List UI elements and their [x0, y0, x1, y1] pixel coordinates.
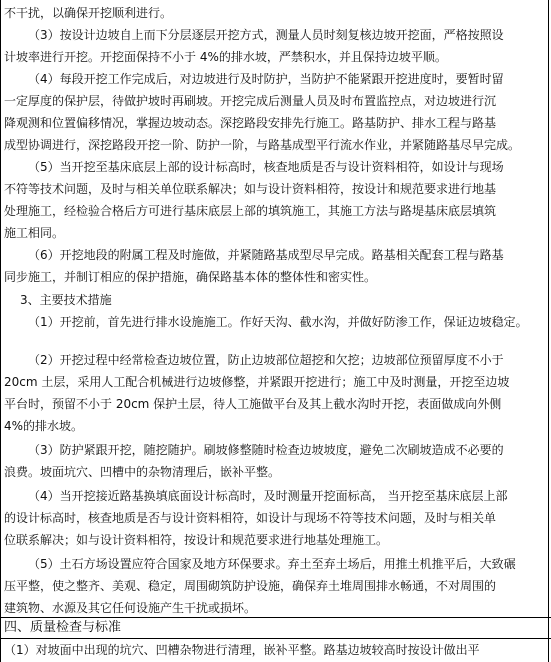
text-line: （4）每段开挖工作完成后，对边坡进行及时防护，当防护不能紧跟开挖进度时，要暂时留: [28, 72, 504, 86]
text-line: 不干扰，以确保开挖顺利进行。: [4, 6, 173, 20]
text-line: 降观测和位置偏移情况，掌握边坡动态。深挖路段安排先行施工。路基防护、排水工程与路基: [4, 116, 497, 130]
text-line: 4%的排水坡。: [4, 419, 84, 433]
text-line: （2）开挖过程中经常检查边坡位置，防止边坡部位超挖和欠挖；边坡部位预留厚度不小于: [28, 353, 504, 367]
text-line: （1）开挖前，首先进行排水设施施工。作好天沟、截水沟，并做好防渗工作，保证边坡稳定。: [28, 315, 528, 329]
text-line: 计坡率进行开挖。开挖面保持不小于 4%的排水坡，严禁积水，并且保持边坡平顺。: [4, 50, 447, 64]
table-rule: [0, 638, 551, 639]
text-line: 一定厚度的保护层，待做护坡时再刷坡。开挖完成后测量人员及时布置监控点，对边坡进行沉: [4, 94, 497, 108]
text-line: （6）开挖地段的附属工程及时施做，并紧随路基成型尽早完成。路基相关配套工程与路基: [28, 248, 504, 262]
text-line: （3）防护紧跟开挖，随挖随护。刷坡修整随时检查边坡坡度，避免二次刷坡造成不必要的: [28, 443, 504, 457]
text-line: （3）按设计边坡自上而下分层逐层开挖方式，测量人员时刻复核边坡开挖面，严格按照设: [28, 28, 504, 42]
table-rule: [0, 617, 551, 618]
text-line: 处理施工，经检验合格后方可进行基床底层上部的填筑施工，其施工方法与路堤基床底层填筑: [4, 204, 497, 218]
text-line: （4）当开挖接近路基换填底面设计标高时，及时测量开挖面标高， 当开挖至基床底层上部: [28, 489, 508, 503]
text-line: （5）当开挖至基床底层上部的设计标高时，核查地质是否与设计资料相符，如设计与现场: [28, 160, 504, 174]
text-line: （1）对坡面中出现的坑穴、凹槽杂物进行清理，嵌补平整。路基边坡较高时按设计做出平: [4, 643, 480, 657]
text-line: 施工相同。: [4, 226, 65, 240]
text-line: 压平整，使之整齐、美观、稳定，周围砌筑防护设施，确保弃土堆周围排水畅通，不对周围的: [4, 579, 497, 593]
text-line: 浪费。坡面坑穴、凹槽中的杂物清理后，嵌补平整。: [4, 465, 281, 479]
text-line: 的设计标高时，核查地质是否与设计资料相符，如设计与现场不符等技术问题，及时与相关单: [4, 511, 497, 525]
text-line: 同步施工，并制订相应的保护措施，确保路基本体的整体性和密实性。: [4, 270, 377, 284]
text-line: 位联系解决；如与设计资料相符，按设计和规范要求进行地基处理施工。: [4, 533, 389, 547]
text-line: 平台时，预留不小于 20cm 保护土层，待人工施做平台及其上截水沟时开挖，表面做成向外侧: [4, 397, 502, 411]
text-line: （5）土石方场设置应符合国家及地方环保要求。弃土至弃土场后，用推土机推平后，大致碾: [28, 557, 516, 571]
section-heading: 3、主要技术措施: [20, 293, 112, 307]
text-line: 建筑物、水源及其它任何设施产生干扰或损坏。: [4, 601, 257, 615]
section-heading: 四、质量检查与标准: [4, 620, 122, 635]
text-line: 20cm 土层，采用人工配合机械进行边坡修整，并紧跟开挖进行；施工中及时测量，开挖至边坡: [4, 375, 510, 389]
text-line: 成型协调进行，深挖路段开挖一阶、防护一阶，与路基成型平行流水作业，并紧随路基尽早完成。: [4, 138, 521, 152]
text-line: 不符等技术问题，及时与相关单位联系解决；如与设计资料相符，按设计和规范要求进行地基: [4, 182, 497, 196]
